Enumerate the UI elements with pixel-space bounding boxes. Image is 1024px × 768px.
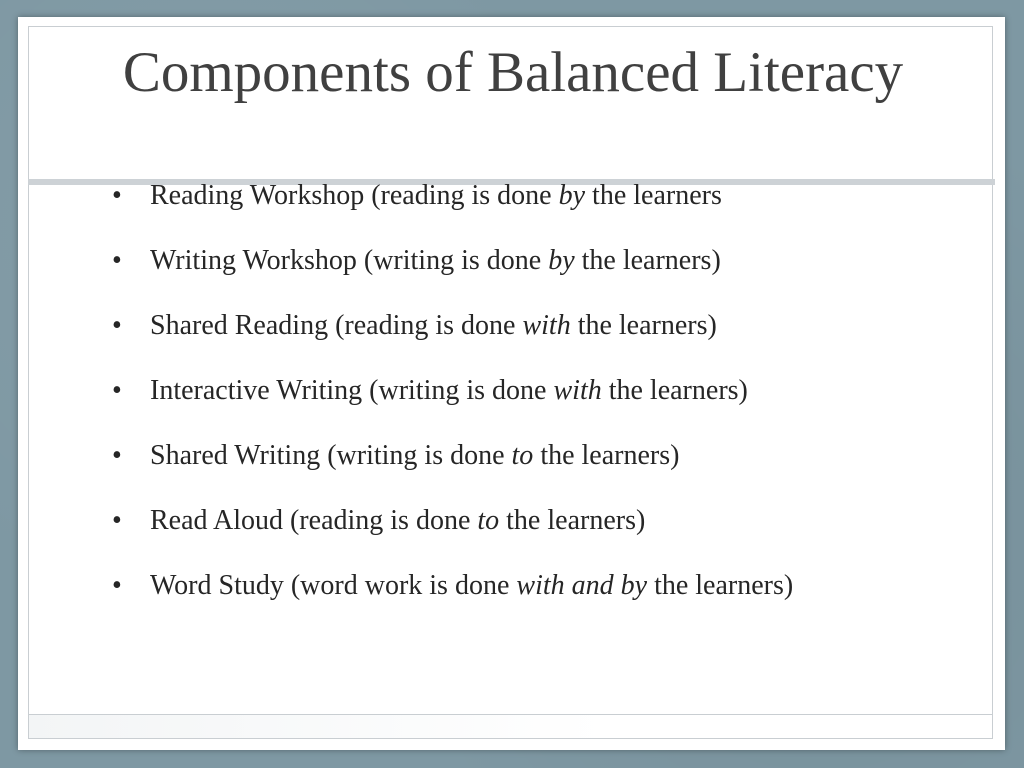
slide — [18, 17, 1005, 750]
bullet-item-read-aloud — [108, 502, 938, 539]
bullet-item-shared-writing — [108, 437, 938, 474]
bullet-dot-icon: • — [112, 375, 122, 406]
bullet-text-after: the learners) — [570, 310, 717, 341]
bullet-dot-icon: • — [112, 440, 122, 471]
bullet-text-after: the learners) — [574, 245, 721, 276]
bullet-dot-icon: • — [112, 180, 122, 211]
bullet-text-before: Shared Reading (reading is done — [150, 310, 523, 341]
bullet-list — [108, 177, 938, 632]
footer-band — [29, 715, 992, 738]
bullet-text-before: Interactive Writing (writing is done — [150, 375, 554, 406]
bullet-text-before: Writing Workshop (writing is done — [150, 245, 549, 276]
bullet-item-word-study — [108, 567, 938, 604]
bullet-item-writing-workshop — [108, 242, 938, 279]
bullet-text-emphasis: to — [477, 505, 500, 536]
bullet-text-emphasis: by — [548, 245, 575, 276]
bullet-text-after: the learners) — [647, 570, 794, 601]
bullet-text-before: Shared Writing (writing is done — [150, 440, 512, 471]
bullet-text-emphasis: by — [558, 180, 586, 211]
bullet-text-before: Reading Workshop (reading is done — [150, 180, 559, 211]
bullet-text-after: the learners) — [601, 375, 748, 406]
slide-title: Components of Balanced Literacy — [122, 41, 904, 104]
bullet-text-emphasis: to — [511, 440, 534, 471]
bullet-text-before: Read Aloud (reading is done — [150, 505, 478, 536]
bullet-text-before: Word Study (word work is done — [150, 570, 517, 601]
bullet-dot-icon: • — [112, 570, 122, 601]
bullet-text-emphasis: with — [553, 375, 602, 406]
bullet-text-after: the learners) — [533, 440, 680, 471]
bullet-text-emphasis: with — [522, 310, 571, 341]
bullet-item-interactive-writing — [108, 372, 938, 409]
bullet-text-after: the learners — [585, 180, 722, 211]
bullet-item-shared-reading — [108, 307, 938, 344]
bullet-dot-icon: • — [112, 310, 122, 341]
bullet-item-reading-workshop — [108, 177, 938, 214]
bullet-text-emphasis: with and by — [516, 570, 648, 601]
bullet-dot-icon: • — [112, 505, 122, 536]
bullet-dot-icon: • — [112, 245, 122, 276]
bullet-text-after: the learners) — [499, 505, 646, 536]
